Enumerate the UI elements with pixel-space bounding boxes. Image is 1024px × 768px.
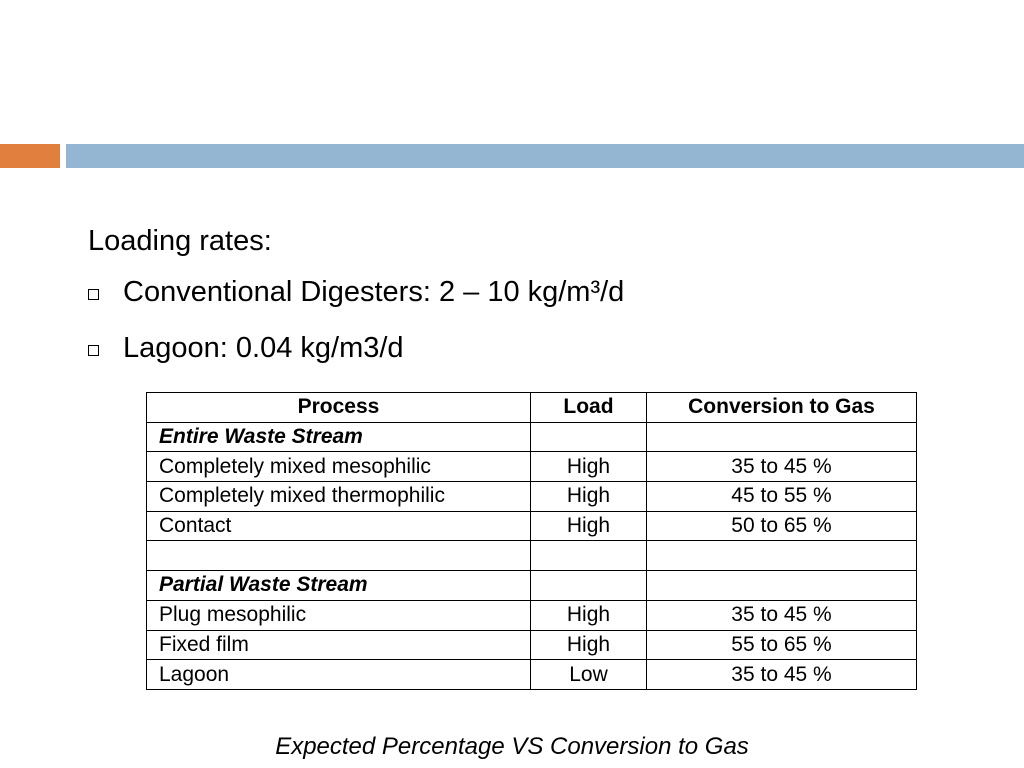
cell-process: Fixed film <box>147 630 531 660</box>
cell-load: High <box>531 511 647 541</box>
cell-conversion: 35 to 45 % <box>647 600 917 630</box>
cell-process <box>147 541 531 571</box>
cell-load: Low <box>531 660 647 690</box>
table-header-row <box>147 393 917 423</box>
process-table <box>146 392 917 690</box>
cell-conversion <box>647 571 917 601</box>
cell-process: Completely mixed mesophilic <box>147 452 531 482</box>
table-row <box>147 600 917 630</box>
table-row <box>147 511 917 541</box>
cell-load <box>531 541 647 571</box>
loading-rates-heading: Loading rates: <box>88 225 272 257</box>
cell-load <box>531 571 647 601</box>
square-bullet-icon <box>88 289 99 300</box>
table-row <box>147 452 917 482</box>
bullet-text: Conventional Digesters: 2 – 10 kg/m³/d <box>123 276 625 308</box>
cell-conversion <box>647 541 917 571</box>
header-conversion: Conversion to Gas <box>647 393 917 423</box>
header-process: Process <box>147 393 531 423</box>
accent-bar-blue <box>66 144 1024 168</box>
table-row <box>147 660 917 690</box>
table-row <box>147 630 917 660</box>
cell-conversion: 45 to 55 % <box>647 482 917 512</box>
table-row-empty <box>147 541 917 571</box>
cell-process: Entire Waste Stream <box>147 422 531 452</box>
table-row <box>147 482 917 512</box>
cell-conversion: 35 to 45 % <box>647 660 917 690</box>
accent-bar-orange <box>0 144 60 168</box>
cell-load: High <box>531 630 647 660</box>
cell-conversion <box>647 422 917 452</box>
cell-process: Partial Waste Stream <box>147 571 531 601</box>
cell-load: High <box>531 600 647 630</box>
cell-process: Lagoon <box>147 660 531 690</box>
bullet-text: Lagoon: 0.04 kg/m3/d <box>123 332 404 364</box>
cell-conversion: 50 to 65 % <box>647 511 917 541</box>
cell-conversion: 35 to 45 % <box>647 452 917 482</box>
cell-process: Contact <box>147 511 531 541</box>
cell-conversion: 55 to 65 % <box>647 630 917 660</box>
table-caption: Expected Percentage VS Conversion to Gas <box>275 733 749 760</box>
section-row-partial-waste-stream <box>147 571 917 601</box>
square-bullet-icon <box>88 345 99 356</box>
cell-process: Plug mesophilic <box>147 600 531 630</box>
header-load: Load <box>531 393 647 423</box>
cell-load <box>531 422 647 452</box>
cell-load: High <box>531 482 647 512</box>
section-row-entire-waste-stream <box>147 422 917 452</box>
cell-process: Completely mixed thermophilic <box>147 482 531 512</box>
cell-load: High <box>531 452 647 482</box>
